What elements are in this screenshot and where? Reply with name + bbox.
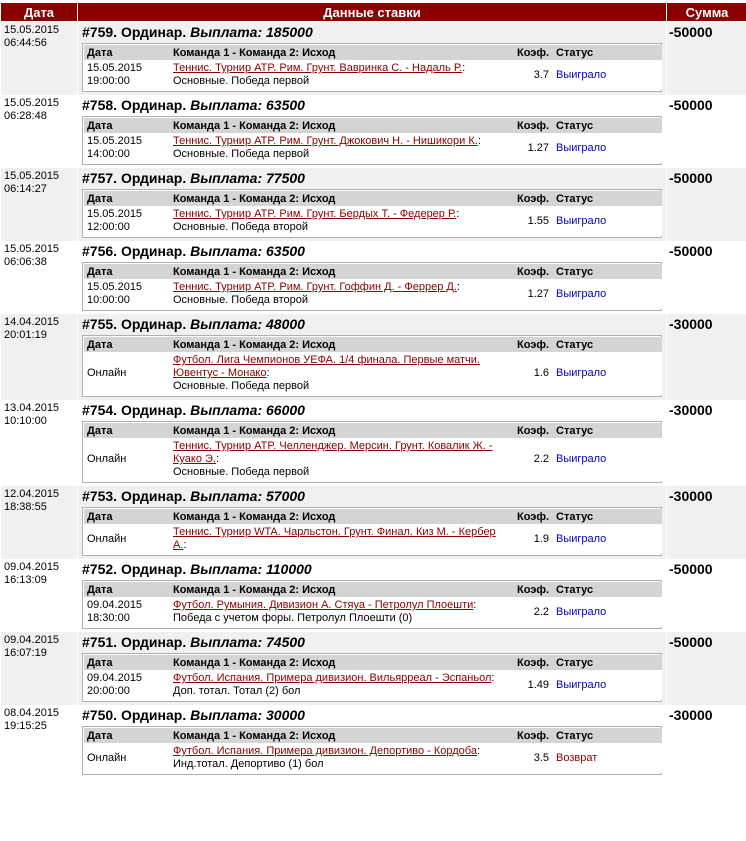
event-date: Онлайн [87,453,127,465]
details-header-coef: Коэф. [514,337,553,352]
details-header-match: Команда 1 - Команда 2: Исход [170,118,514,133]
bet-row [1,486,746,559]
details-header-status: Статус [553,191,662,206]
bet-number: #759. [82,24,118,40]
details-header-status: Статус [553,509,662,524]
event-coef: 1.27 [514,279,553,309]
bet-details [82,43,662,92]
event-cell: Футбол. Испания. Примера дивизион. Депортиво - Кордоба: Инд.тотал. Депортиво (1) бол [170,743,514,773]
bet-sum: -50000 [667,168,746,241]
bet-data-cell [78,95,666,168]
bet-number: #758. [82,97,118,113]
bet-date: 12.04.2015 [4,488,60,500]
bet-sum: -50000 [667,559,746,632]
details-header-coef: Коэф. [514,264,553,279]
bet-data-cell [78,705,666,778]
event-date: 15.05.2015 [87,208,143,220]
details-header-coef: Коэф. [514,423,553,438]
event-date: Онлайн [87,367,127,379]
bet-date-cell [1,632,77,705]
event-date-cell [84,524,170,554]
bet-title [82,96,662,114]
bet-number: #750. [82,707,118,723]
details-header-date: Дата [84,423,170,438]
event-coef: 1.6 [514,352,553,395]
details-header-status: Статус [553,118,662,133]
event-link[interactable]: Футбол. Лига Чемпионов УЕФА. 1/4 финала. Первые матчи. Ювентус - Монако [173,354,480,379]
bet-row [1,22,746,95]
bet-row [1,314,746,400]
event-coef: 2.2 [514,597,553,627]
bet-details [82,189,662,238]
bet-payout: Выплата: 63500 [190,243,305,259]
event-outcome: Основные. Победа первой [173,380,310,392]
details-header-status: Статус [553,582,662,597]
bet-sum: -30000 [667,400,746,486]
event-link[interactable]: Футбол. Румыния. Дивизион А. Стяуа - Петролул Плоешти [173,599,474,611]
bet-payout: Выплата: 74500 [190,634,305,650]
bet-date-cell [1,314,77,400]
bet-title [82,315,662,333]
event-date-cell [84,206,170,236]
bet-details [82,580,662,629]
event-outcome: Основные. Победа первой [173,466,310,478]
event-coef: 1.27 [514,133,553,163]
bet-sum: -30000 [667,705,746,778]
bet-payout: Выплата: 57000 [190,488,305,504]
bet-sum: -50000 [667,241,746,314]
bet-type: Ординар. [120,488,187,504]
bet-time: 16:07:19 [4,647,47,659]
event-outcome: Основные. Победа второй [173,294,308,306]
bet-time: 06:06:38 [4,256,47,268]
details-header-coef: Коэф. [514,509,553,524]
bet-data-cell [78,241,666,314]
bet-type: Ординар. [120,24,187,40]
details-header-status: Статус [553,728,662,743]
event-date: 15.05.2015 [87,135,143,147]
bet-number: #754. [82,402,118,418]
bet-data-cell [78,632,666,705]
bet-data-cell [78,486,666,559]
bet-payout: Выплата: 66000 [190,402,305,418]
details-header-match: Команда 1 - Команда 2: Исход [170,728,514,743]
event-time: 19:00:00 [87,75,130,87]
event-date-cell [84,279,170,309]
details-header-match: Команда 1 - Команда 2: Исход [170,655,514,670]
bet-payout: Выплата: 185000 [190,24,313,40]
event-time: 20:00:00 [87,685,130,697]
bet-sum: -30000 [667,486,746,559]
details-header-match: Команда 1 - Команда 2: Исход [170,509,514,524]
details-header-status: Статус [553,423,662,438]
event-cell: Теннис. Турнир ATP. Рим. Грунт. Бердых Т. - Федерер Р.: Основные. Победа второй [170,206,514,236]
bet-row [1,705,746,778]
bet-data-cell [78,314,666,400]
bet-row [1,632,746,705]
bet-title [82,560,662,578]
bet-details [82,653,662,702]
details-header-coef: Коэф. [514,191,553,206]
details-header-status: Статус [553,264,662,279]
bet-payout: Выплата: 63500 [190,97,305,113]
details-header-date: Дата [84,728,170,743]
event-outcome: Основные. Победа первой [173,148,310,160]
event-status: Выиграло [553,279,662,309]
details-header-match: Команда 1 - Команда 2: Исход [170,423,514,438]
bet-number: #752. [82,561,118,577]
details-header-status: Статус [553,45,662,60]
details-header-date: Дата [84,582,170,597]
event-status: Выиграло [553,133,662,163]
event-cell: Футбол. Румыния. Дивизион А. Стяуа - Петролул Плоешти: Победа с учетом форы. Петролул Плоешти (0) [170,597,514,627]
details-header-coef: Коэф. [514,582,553,597]
event-date-cell [84,438,170,481]
bet-payout: Выплата: 77500 [190,170,305,186]
event-cell: Теннис. Турнир WTA. Чарльстон. Грунт. Финал. Киз М. - Кербер А.: [170,524,514,554]
event-outcome: Основные. Победа второй [173,221,308,233]
bets-table [0,3,746,778]
bet-row [1,168,746,241]
event-time: 18:30:00 [87,612,130,624]
details-header-date: Дата [84,655,170,670]
details-header-status: Статус [553,655,662,670]
bet-title [82,633,662,651]
details-header-date: Дата [84,509,170,524]
bet-type: Ординар. [120,316,187,332]
bet-time: 06:14:27 [4,183,47,195]
bet-payout: Выплата: 110000 [190,561,312,577]
event-link[interactable]: Теннис. Турнир ATP. Челленджер. Мерсин. Грунт. Ковалик Ж. - Куако Э. [173,440,493,465]
details-header-date: Дата [84,337,170,352]
header-bet-data: Данные ставки [78,3,666,22]
bet-date-cell [1,168,77,241]
details-header-match: Команда 1 - Команда 2: Исход [170,582,514,597]
event-cell: Футбол. Испания. Примера дивизион. Вильярреал - Эспаньол: Доп. тотал. Тотал (2) бол [170,670,514,700]
event-link[interactable]: Теннис. Турнир ATP. Рим. Грунт. Вавринка С. - Надаль Р. [173,62,463,74]
event-date: Онлайн [87,751,127,764]
bet-date-cell [1,22,77,95]
bet-sum: -50000 [667,632,746,705]
event-time: 10:00:00 [87,294,130,306]
bet-data-cell [78,400,666,486]
bet-date-cell [1,95,77,168]
bet-date-cell [1,486,77,559]
details-header-date: Дата [84,45,170,60]
bet-date: 09.04.2015 [4,634,60,646]
event-outcome: Победа с учетом форы. Петролул Плоешти (0) [173,612,413,624]
bet-payout: Выплата: 48000 [190,316,305,332]
bet-data-cell [78,559,666,632]
bet-time: 10:10:00 [4,415,47,427]
event-cell: Футбол. Лига Чемпионов УЕФА. 1/4 финала. Первые матчи. Ювентус - Монако: Основные. Победа первой [170,352,514,395]
event-status: Выиграло [553,60,662,90]
bet-title [82,169,662,187]
details-header-date: Дата [84,264,170,279]
details-header-match: Команда 1 - Команда 2: Исход [170,45,514,60]
event-status: Выиграло [553,670,662,700]
event-date: 09.04.2015 [87,599,143,611]
bet-date: 08.04.2015 [4,707,60,719]
bet-time: 20:01:19 [4,329,47,341]
bet-time: 16:13:09 [4,574,47,586]
event-date-cell [84,352,170,395]
bet-sum: -50000 [667,22,746,95]
bet-title [82,242,662,260]
event-time: 14:00:00 [87,148,130,160]
event-date: 15.05.2015 [87,62,143,74]
bet-title [82,401,662,419]
details-header-match: Команда 1 - Команда 2: Исход [170,264,514,279]
bet-date: 15.05.2015 [4,24,60,36]
event-link[interactable]: Теннис. Турнир ATP. Рим. Грунт. Джокович Н. - Нишикори К. [173,135,478,147]
bet-time: 19:15:25 [4,720,47,732]
event-status: Возврат [553,743,662,773]
event-status: Выиграло [553,438,662,481]
bet-number: #756. [82,243,118,259]
bet-type: Ординар. [120,170,187,186]
event-coef: 1.55 [514,206,553,236]
bet-details [82,335,662,397]
header-sum: Сумма [667,3,746,22]
bet-date-cell [1,241,77,314]
bet-details [82,726,662,775]
event-cell: Теннис. Турнир ATP. Рим. Грунт. Вавринка С. - Надаль Р.: Основные. Победа первой [170,60,514,90]
bet-title [82,487,662,505]
event-link[interactable]: Футбол. Испания. Примера дивизион. Вильярреал - Эспаньол [173,672,492,684]
event-cell: Теннис. Турнир ATP. Рим. Грунт. Гоффин Д. - Феррер Д.: Основные. Победа второй [170,279,514,309]
bet-date: 15.05.2015 [4,97,60,109]
bet-sum: -50000 [667,95,746,168]
event-date-cell [84,743,170,773]
bet-details [82,421,662,483]
bet-title [82,706,662,724]
event-coef: 1.9 [514,524,553,554]
event-link[interactable]: Теннис. Турнир ATP. Рим. Грунт. Гоффин Д. - Феррер Д. [173,281,457,293]
bet-row [1,241,746,314]
details-header-date: Дата [84,191,170,206]
event-date: Онлайн [87,532,127,545]
details-header-coef: Коэф. [514,45,553,60]
event-outcome: Основные. Победа первой [173,75,310,87]
bet-type: Ординар. [120,634,187,650]
details-header-match: Команда 1 - Команда 2: Исход [170,191,514,206]
header-date: Дата [1,3,77,22]
event-date-cell [84,133,170,163]
bet-date-cell [1,559,77,632]
event-status: Выиграло [553,524,662,554]
event-cell: Теннис. Турнир ATP. Челленджер. Мерсин. Грунт. Ковалик Ж. - Куако Э.: Основные. Победа первой [170,438,514,481]
bet-row [1,400,746,486]
bet-row [1,95,746,168]
bet-type: Ординар. [120,243,187,259]
bet-date: 09.04.2015 [4,561,60,573]
bet-title [82,23,662,41]
bet-number: #757. [82,170,118,186]
bet-type: Ординар. [120,707,187,723]
event-status: Выиграло [553,206,662,236]
bet-date-cell [1,705,77,778]
bet-number: #751. [82,634,118,650]
details-header-coef: Коэф. [514,118,553,133]
event-link[interactable]: Теннис. Турнир WTA. Чарльстон. Грунт. Финал. Киз М. - Кербер А. [173,526,496,551]
event-coef: 3.7 [514,60,553,90]
details-header-status: Статус [553,337,662,352]
event-link[interactable]: Футбол. Испания. Примера дивизион. Депортиво - Кордоба [173,745,477,757]
bet-payout: Выплата: 30000 [190,707,305,723]
event-outcome: Доп. тотал. Тотал (2) бол [173,685,301,697]
bet-row [1,559,746,632]
bet-type: Ординар. [120,402,187,418]
bet-type: Ординар. [120,97,187,113]
event-status: Выиграло [553,352,662,395]
bet-time: 18:38:55 [4,501,47,513]
bet-date: 15.05.2015 [4,243,60,255]
event-cell: Теннис. Турнир ATP. Рим. Грунт. Джокович Н. - Нишикори К.: Основные. Победа первой [170,133,514,163]
event-link[interactable]: Теннис. Турнир ATP. Рим. Грунт. Бердых Т. - Федерер Р. [173,208,457,220]
bet-time: 06:44:56 [4,37,47,49]
bet-number: #753. [82,488,118,504]
bet-date-cell [1,400,77,486]
event-date: 15.05.2015 [87,281,143,293]
bet-date: 15.05.2015 [4,170,60,182]
bet-date: 13.04.2015 [4,402,60,414]
bet-date: 14.04.2015 [4,316,60,328]
event-date-cell [84,670,170,700]
bet-data-cell [78,168,666,241]
details-header-coef: Коэф. [514,655,553,670]
event-time: 12:00:00 [87,221,130,233]
details-header-date: Дата [84,118,170,133]
bet-details [82,262,662,311]
bet-details [82,507,662,556]
details-header-match: Команда 1 - Команда 2: Исход [170,337,514,352]
event-coef: 3.5 [514,743,553,773]
bet-data-cell [78,22,666,95]
event-date-cell [84,60,170,90]
event-outcome: Инд.тотал. Депортиво (1) бол [173,758,324,770]
bet-sum: -30000 [667,314,746,400]
bet-details [82,116,662,165]
event-date-cell [84,597,170,627]
bet-time: 06:28:48 [4,110,47,122]
bet-number: #755. [82,316,118,332]
event-status: Выиграло [553,597,662,627]
event-coef: 2.2 [514,438,553,481]
event-coef: 1.49 [514,670,553,700]
details-header-coef: Коэф. [514,728,553,743]
bet-type: Ординар. [120,561,187,577]
event-date: 09.04.2015 [87,672,143,684]
